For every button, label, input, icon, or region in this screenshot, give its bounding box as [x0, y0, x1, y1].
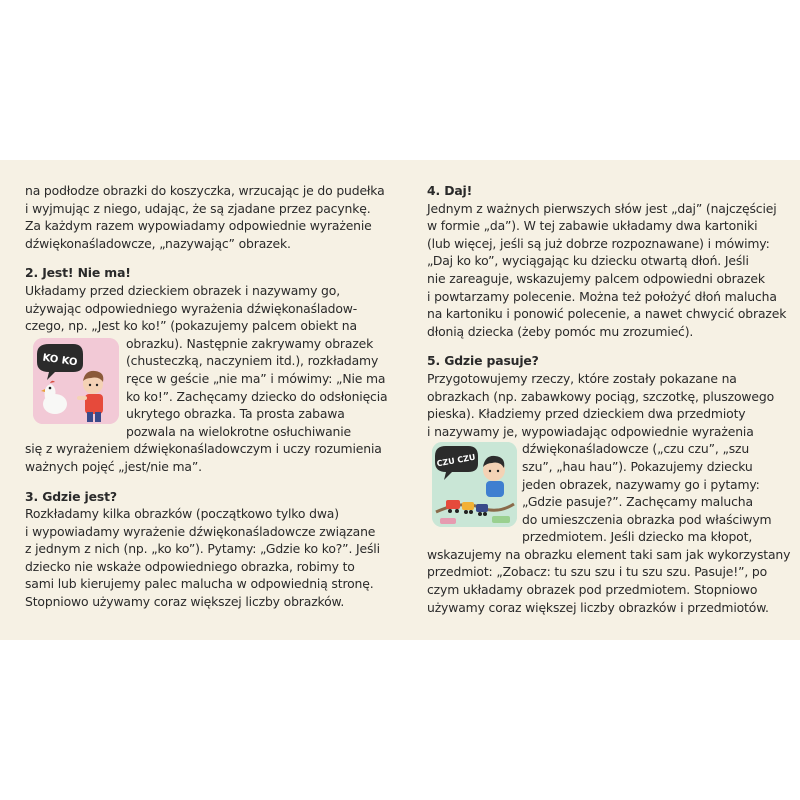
text-line: przedmiot: „Zobacz: tu szu szu i tu szu szu. Pasuje!”, po: [427, 564, 768, 580]
text-line: Przygotowujemy rzeczy, które zostały pokazane na: [427, 370, 737, 386]
text-line: „Gdzie pasuje?”. Zachęcamy malucha: [522, 494, 753, 510]
text-line: ręce w geście „nie ma” i mówimy: „Nie ma: [126, 370, 386, 386]
text-line: czego, np. „Jest ko ko!” (pokazujemy palcem obiekt na: [25, 318, 357, 334]
text-line: obrazkach (np. zabawkowy pociąg, szczotkę, pluszowego: [427, 388, 775, 404]
text-line: na podłodze obrazki do koszyczka, wrzucając je do pudełka: [25, 183, 385, 198]
text-line: Za każdym razem wypowiadamy odpowiednie wyrażenie: [25, 218, 372, 234]
illustration-chicken-card: [33, 338, 119, 424]
text-line: i powtarzamy polecenie. Można też położyć dłoń malucha: [427, 288, 777, 304]
text-line: dziecko nie wskaże odpowiedniego obrazka, robimy to: [25, 558, 355, 574]
text-line: pieska). Kładziemy przed dzieckiem dwa przedmioty: [427, 406, 746, 422]
text-line: i wypowiadamy wyrażenie dźwiękonaśladowcze związane: [25, 523, 376, 539]
text-line: czym układamy obrazek pod przedmiotem. Stopniowo: [427, 582, 758, 598]
text-line: pozwala na wielokrotne osłuchiwanie: [126, 423, 352, 439]
text-line: używamy coraz większej liczby obrazków i przedmiotów.: [427, 599, 769, 615]
text-line: obrazku). Następnie zakrywamy obrazek: [126, 335, 374, 351]
text-line: ko ko!”. Zachęcamy dziecko do odsłonięcia: [126, 388, 388, 404]
text-line: Układamy przed dzieckiem obrazek i nazywamy go,: [25, 282, 340, 298]
section-heading-5: 5. Gdzie pasuje?: [427, 353, 539, 369]
text-line: i wyjmując z niego, udając, że są zjadane przez pacynkę.: [25, 200, 371, 216]
text-line: do umieszczenia obrazka pod właściwym: [522, 511, 772, 527]
child-train-illustration: [432, 442, 517, 527]
section-3-text: [25, 505, 385, 611]
text-line: i nazywamy je, wypowiadając odpowiednie wyrażenia: [427, 423, 754, 439]
text-line: (chusteczką, naczyniem itd.), rozkładamy: [126, 353, 379, 369]
text-line: Jednym z ważnych pierwszych słów jest „daj” (najczęściej: [427, 200, 777, 216]
text-line: nie zareaguje, wskazujemy palcem odpowiedni obrazek: [427, 270, 765, 286]
text-line: dźwiękonaśladowcze, „nazywając” obrazek.: [25, 235, 291, 251]
text-line: się z wyrażeniem dźwiękonaśladowczym i uczy rozumienia: [25, 441, 382, 457]
text-line: „Daj ko ko”, wyciągając ku dziecku otwartą dłoń. Jeśli: [427, 253, 749, 269]
section-heading-3: 3. Gdzie jest?: [25, 488, 117, 504]
text-line: dźwiękonaśladowcze („czu czu”, „szu: [522, 441, 750, 457]
book-spread: [0, 160, 800, 640]
text-line: jeden obrazek, nazywamy go i pytamy:: [522, 476, 760, 492]
bubble-text: CZU CZU: [436, 452, 477, 469]
section-heading-2: 2. Jest! Nie ma!: [25, 265, 131, 281]
text-line: ukrytego obrazka. Ta prosta zabawa: [126, 406, 345, 422]
child-chicken-illustration: [33, 338, 119, 424]
text-line: z jednym z nich (np. „ko ko”). Pytamy: „Gdzie ko ko?”. Jeśli: [25, 541, 380, 557]
section-heading-4: 4. Daj!: [427, 183, 473, 198]
text-line: przedmiotem. Jeśli dziecko ma kłopot,: [522, 529, 753, 545]
text-line: używając odpowiedniego wyrażenia dźwiękonaśladow-: [25, 300, 358, 316]
text-line: wskazujemy na obrazku element taki sam jak wykorzystany: [427, 546, 791, 562]
text-line: w formie „da”). W tej zabawie układamy dwa kartoniki: [427, 218, 758, 234]
text-line: Rozkładamy kilka obrazków (początkowo tylko dwa): [25, 506, 339, 522]
text-line: sami lub kierujemy palec malucha w odpowiednią stronę.: [25, 576, 374, 592]
text-line: na kartoniku i ponowić polecenie, a nawet chwycić obrazek: [427, 306, 787, 322]
text-line: ważnych pojęć „jest/nie ma”.: [25, 458, 202, 474]
section-4-text: [427, 200, 787, 341]
bubble-text: KO KO: [41, 352, 79, 369]
text-line: szu”, „hau hau”). Pokazujemy dziecku: [522, 458, 753, 474]
illustration-train-card: [432, 442, 517, 527]
intro-paragraph: [25, 182, 385, 252]
text-line: dłonią dziecka (żeby pomóc mu zrozumieć).: [427, 323, 694, 339]
right-column: [427, 182, 791, 616]
text-line: (lub więcej, jeśli są już dobrze rozpoznawane) i mówimy:: [427, 235, 770, 251]
text-line: Stopniowo używamy coraz większej liczby obrazków.: [25, 594, 345, 610]
